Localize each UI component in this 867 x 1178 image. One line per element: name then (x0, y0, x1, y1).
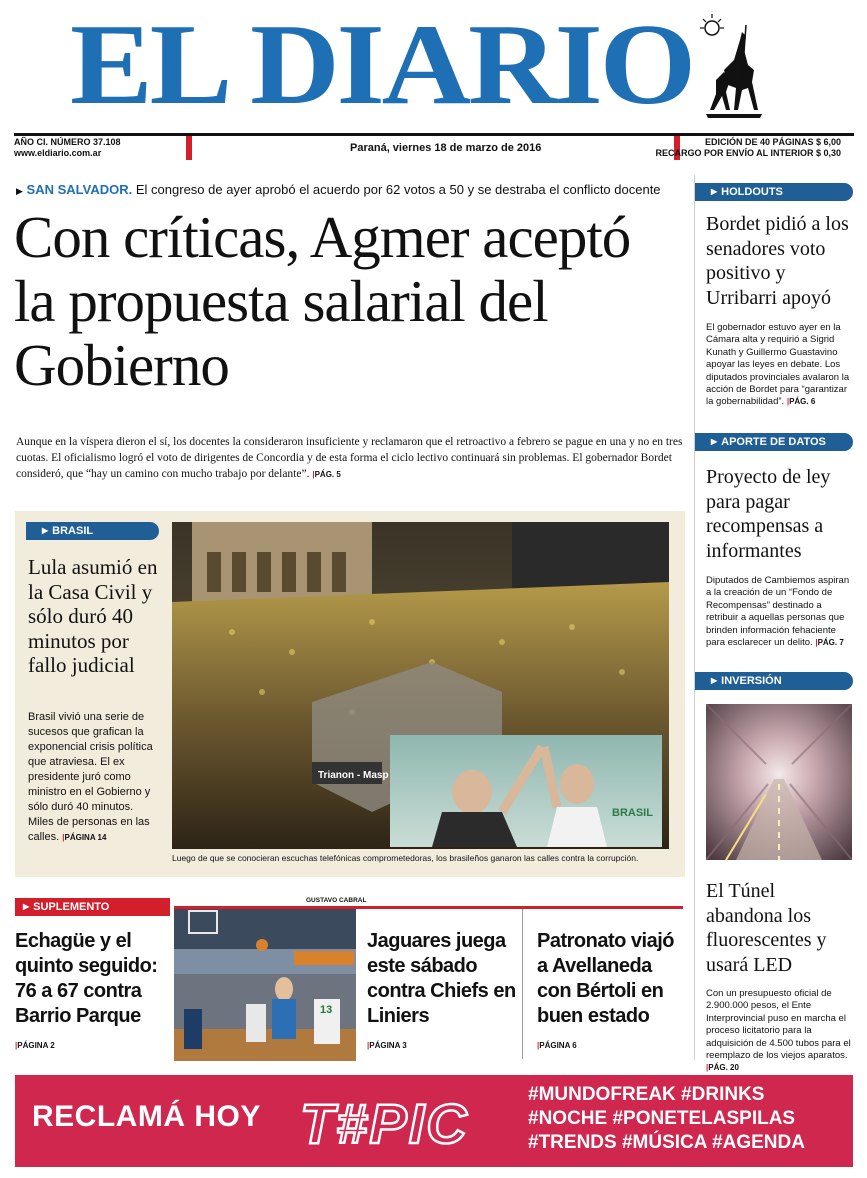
lead-body (16, 434, 684, 483)
section-tag-holdouts[interactable]: ▶ HOLDOUTS (695, 183, 853, 201)
sports-page-ref[interactable]: | PÁGINA 6 (537, 1041, 577, 1050)
inversion-body (706, 988, 854, 1075)
brasil-body (28, 710, 158, 845)
sports-headline[interactable]: Patronato viajó a Avellaneda con Bértoli en buen estado (537, 930, 674, 1027)
brasil-body-text: Brasil vivió una serie de sucesos que grafican la exponencial crisis política que atraviesa. El ex presidente juró como ministro en el Gobierno y sólo duró 40 minutos. Miles de personas en las calles. (28, 711, 153, 843)
section-tag-aporte[interactable]: ▶ APORTE DE DATOS (695, 433, 853, 451)
basketball-game-image (174, 909, 356, 1061)
dateline: Paraná, viernes 18 de marzo de 2016 (350, 142, 542, 154)
holdouts-body (706, 322, 854, 409)
ad-logo-text: T#PIC (300, 1093, 469, 1153)
aporte-body (706, 575, 854, 649)
sports-headline[interactable]: Jaguares juega este sábado contra Chiefs en Liniers (367, 930, 516, 1027)
sports-story-1[interactable] (15, 929, 165, 1029)
ad-cta-text[interactable]: RECLAMÁ HOY (32, 1100, 261, 1133)
section-tag-sports[interactable]: ▶ SUPLEMENTO DEPORTES (15, 898, 170, 916)
issue-number: AÑO CI. NÚMERO 37.108 (14, 137, 121, 147)
inversion-headline[interactable]: El Túnel abandona los fluorescentes y usará LED (706, 880, 827, 976)
ad-hashtags (528, 1083, 805, 1155)
tunnel-image (706, 704, 852, 860)
topic-logo[interactable] (300, 1093, 510, 1153)
ad-hashtags-line: #MUNDOFREAK #DRINKS (528, 1084, 765, 1105)
sidebar-divider (694, 175, 695, 1060)
section-tag-inversion[interactable]: ▶ INVERSIÓN (695, 672, 853, 690)
shipping-surcharge: RECARGO POR ENVÍO AL INTERIOR $ 0,30 (655, 148, 841, 158)
inversion-page-ref[interactable]: | PÁG. 20 (706, 1063, 739, 1072)
sports-story-3[interactable] (537, 929, 687, 1029)
holdouts-page-ref[interactable]: | PÁG. 6 (787, 397, 815, 406)
inset-sign-text: BRASIL (612, 807, 653, 819)
red-divider (186, 136, 192, 160)
sports-page-ref[interactable]: | PÁGINA 2 (15, 1041, 55, 1050)
don-quixote-logo-icon (696, 10, 768, 125)
protest-crowd-image (172, 522, 669, 849)
lead-kicker: ▶ SAN SALVADOR. El congreso de ayer aprobó el acuerdo por 62 votos a 50 y se destraba el conflicto docente (16, 182, 661, 197)
ad-hashtags-line: #NOCHE #PONETELASPILAS (528, 1108, 796, 1129)
holdouts-body-text: El gobernador estuvo ayer en la Cámara alta y requirió a Sigrid Kunath y Guillermo Guastavino apoyar las leyes en debate. Los diputados provinciales avalaron la acción de Bordet para “garantizar la gobernabilidad”. (706, 322, 850, 408)
photo-credit: GUSTAVO CABRAL (306, 897, 367, 904)
brasil-headline[interactable]: Lula asumió en la Casa Civil y sólo duró 40 minutos por fallo judicial (28, 555, 158, 677)
jersey-number: 13 (320, 1004, 333, 1016)
aporte-page-ref[interactable]: | PÁG. 7 (815, 638, 843, 647)
column-divider (522, 909, 523, 1059)
metro-sign-text: Trianon - Masp (318, 770, 389, 781)
lead-page-ref[interactable]: | PÁG. 5 (312, 470, 340, 479)
sports-page-ref[interactable]: | PÁGINA 3 (367, 1041, 407, 1050)
lead-headline[interactable]: Con críticas, Agmer aceptó la propuesta salarial del Gobierno (14, 204, 631, 398)
tunnel-photo[interactable] (706, 704, 852, 860)
basketball-photo[interactable] (174, 909, 356, 1061)
aporte-body-text: Diputados de Cambiemos aspiran a la creación de un “Fondo de Recompensas” destinado a retribuir a aquellas personas que brinden información fehaciente para esclarecer un delito. (706, 575, 850, 649)
ad-hashtags-line: #TRENDS #MÚSICA #AGENDA (528, 1132, 805, 1153)
aporte-headline[interactable]: Proyecto de ley para pagar recompensas a informantes (706, 466, 831, 562)
brasil-protest-photo[interactable] (172, 522, 669, 849)
brasil-photo-caption: Luego de que se conocieran escuchas telefónicas comprometedoras, los brasileños ganaron las calles contra la corrupción. (172, 853, 639, 863)
section-tag-brasil[interactable]: ▶ BRASIL (26, 522, 159, 540)
sports-headline[interactable]: Echagüe y el quinto seguido: 76 a 67 contra Barrio Parque (15, 930, 158, 1027)
issue-info (14, 137, 121, 159)
newspaper-title: EL DIARIO (70, 1, 693, 129)
sports-story-2[interactable] (367, 929, 517, 1029)
kicker-text: El congreso de ayer aprobó el acuerdo por 62 votos a 50 y se destraba el conflicto docente (135, 182, 661, 197)
brasil-page-ref[interactable]: | PÁGINA 14 (62, 833, 106, 842)
price-info (655, 137, 841, 159)
kicker-place: SAN SALVADOR. (26, 182, 133, 197)
edition-price: EDICIÓN DE 40 PÁGINAS $ 6,00 (704, 137, 841, 147)
holdouts-headline[interactable]: Bordet pidió a los senadores voto positivo y Urribarri apoyó (706, 213, 849, 309)
lead-body-text: Aunque en la víspera dieron el sí, los docentes la consideraron insuficiente y reclamaron que el retroactivo a febrero se pague en una y no en tres cuotas. El oficialismo logró el voto de dirigentes de Concordia y de esta forma el ciclo lectivo continuará sin problemas. El gobernador Bordet consideró, que “hay un camino con mucho trabajo por delante”. (16, 436, 683, 480)
inversion-body-text: Con un presupuesto oficial de 2.900.000 pesos, el Ente Interprovincial puso en marcha el proceso licitatorio para la adquisición de 4.500 tubos para el reemplazo de los viejos aparatos. (706, 988, 851, 1062)
website-link[interactable]: www.eldiario.com.ar (14, 148, 102, 158)
